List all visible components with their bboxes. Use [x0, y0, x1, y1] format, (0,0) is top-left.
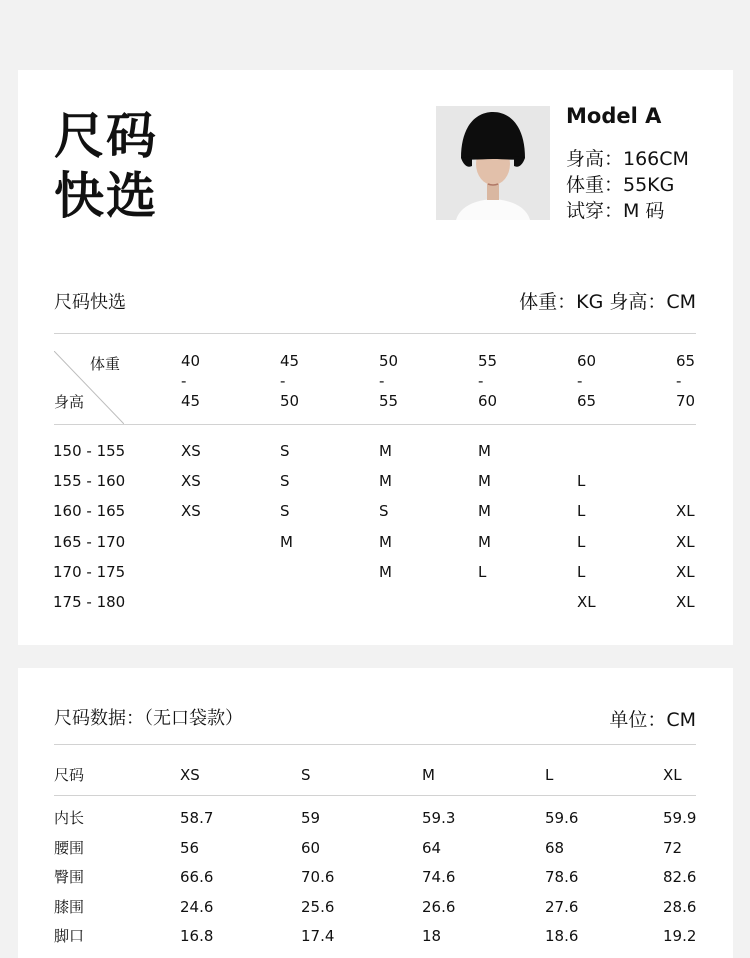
measurement-value: 19.2 — [663, 927, 697, 946]
measurement-value: 24.6 — [180, 897, 214, 916]
size-column-header: L — [545, 766, 554, 784]
weight-range-dash: - — [676, 372, 682, 390]
height-range-label: 155 - 160 — [53, 472, 126, 491]
size-data-card — [18, 668, 733, 958]
size-data-title: 尺码数据：（无口袋款） — [54, 708, 243, 729]
divider — [54, 333, 696, 334]
weight-range-dash: - — [379, 372, 385, 390]
size-column-header: XS — [180, 766, 200, 784]
weight-range-max: 60 — [478, 392, 498, 410]
page-title: 尺码 快选 — [54, 107, 158, 225]
quick-section-unit: 体重：KG 身高：CM — [519, 291, 696, 313]
size-cell: M — [379, 442, 392, 460]
height-range-label: 170 - 175 — [53, 562, 126, 581]
weight-range-header — [577, 351, 617, 411]
divider — [54, 424, 696, 425]
measurement-name: 膝围 — [54, 897, 85, 916]
size-cell: M — [379, 532, 392, 551]
model-photo — [436, 106, 550, 220]
size-cell: XL — [577, 593, 596, 611]
size-cell: M — [478, 532, 491, 551]
weight-range-header — [478, 351, 518, 411]
measurement-value: 59.6 — [545, 809, 579, 827]
measurement-value: 68 — [545, 838, 565, 857]
weight-range-min: 65 — [676, 352, 696, 370]
weight-range-max: 45 — [181, 392, 201, 410]
measurement-value: 72 — [663, 838, 683, 857]
model-tryon-size: 试穿：M 码 — [566, 200, 665, 222]
size-cell: XL — [676, 593, 695, 611]
measurement-value: 64 — [422, 838, 442, 857]
measurement-value: 66.6 — [180, 868, 214, 887]
weight-range-header — [280, 351, 320, 411]
measurement-value: 56 — [180, 838, 200, 857]
weight-range-max: 55 — [379, 392, 399, 410]
size-cell: M — [379, 472, 392, 491]
size-cell: L — [478, 562, 487, 581]
size-cell: M — [478, 502, 491, 521]
measurement-value: 74.6 — [422, 868, 456, 887]
size-column-header: XL — [663, 766, 682, 784]
size-cell: XL — [676, 562, 695, 581]
size-column-header: S — [301, 766, 311, 784]
measurement-name: 脚口 — [54, 927, 85, 946]
measurement-value: 60 — [301, 838, 321, 857]
measurement-value: 18 — [422, 927, 442, 946]
model-name: Model A — [566, 104, 662, 128]
measurement-value: 58.7 — [180, 809, 214, 827]
size-data-unit: 单位：CM — [609, 709, 696, 731]
size-cell: S — [280, 502, 290, 521]
weight-range-max: 70 — [676, 392, 696, 410]
weight-range-dash: - — [577, 372, 583, 390]
divider — [54, 744, 696, 745]
weight-range-min: 60 — [577, 352, 597, 370]
model-height: 身高：166CM — [566, 148, 689, 170]
size-cell: L — [577, 562, 586, 581]
measurement-value: 28.6 — [663, 897, 697, 916]
size-column-header: M — [422, 766, 435, 784]
measurement-name: 腰围 — [54, 838, 85, 857]
measurement-value: 59.9 — [663, 809, 697, 827]
weight-range-min: 50 — [379, 352, 399, 370]
weight-range-min: 40 — [181, 352, 201, 370]
size-cell: L — [577, 472, 586, 491]
size-cell: S — [280, 472, 290, 491]
size-cell: XL — [676, 532, 695, 551]
measurement-value: 82.6 — [663, 868, 697, 887]
weight-range-dash: - — [181, 372, 187, 390]
weight-range-header — [676, 351, 716, 411]
model-weight: 体重：55KG — [566, 174, 675, 196]
measurement-value: 25.6 — [301, 897, 335, 916]
weight-range-dash: - — [478, 372, 484, 390]
size-cell: M — [478, 442, 491, 460]
measurement-name: 内长 — [54, 809, 85, 827]
quick-size-card — [18, 70, 733, 645]
height-range-label: 160 - 165 — [53, 502, 126, 521]
weight-range-max: 65 — [577, 392, 597, 410]
model-portrait-image — [436, 106, 550, 220]
size-cell: S — [379, 502, 389, 521]
measurement-name: 臀围 — [54, 868, 85, 887]
weight-range-dash: - — [280, 372, 286, 390]
size-cell: XS — [181, 502, 201, 521]
measurement-value: 27.6 — [545, 897, 579, 916]
table-corner-header — [54, 351, 124, 424]
measurement-value: 70.6 — [301, 868, 335, 887]
weight-range-header — [379, 351, 419, 411]
measurement-value: 78.6 — [545, 868, 579, 887]
size-cell: M — [280, 532, 293, 551]
size-cell: XS — [181, 442, 201, 460]
weight-range-header — [181, 351, 221, 411]
weight-range-max: 50 — [280, 392, 300, 410]
size-cell: S — [280, 442, 290, 460]
measurement-value: 26.6 — [422, 897, 456, 916]
size-cell: XS — [181, 472, 201, 491]
height-range-label: 175 - 180 — [53, 593, 126, 611]
divider — [54, 795, 696, 796]
measurement-value: 59.3 — [422, 809, 456, 827]
height-range-label: 165 - 170 — [53, 532, 126, 551]
size-cell: L — [577, 532, 586, 551]
measurement-value: 59 — [301, 809, 321, 827]
corner-weight-label: 体重 — [90, 355, 121, 373]
measurement-value: 18.6 — [545, 927, 579, 946]
size-cell: XL — [676, 502, 695, 521]
quick-section-title: 尺码快选 — [54, 292, 126, 313]
corner-height-label: 身高 — [54, 393, 85, 411]
size-cell: M — [379, 562, 392, 581]
size-cell: M — [478, 472, 491, 491]
weight-range-min: 45 — [280, 352, 300, 370]
size-cell: L — [577, 502, 586, 521]
height-range-label: 150 - 155 — [53, 442, 126, 460]
size-label-header: 尺码 — [54, 766, 85, 784]
measurement-value: 17.4 — [301, 927, 335, 946]
measurement-value: 16.8 — [180, 927, 214, 946]
weight-range-min: 55 — [478, 352, 498, 370]
